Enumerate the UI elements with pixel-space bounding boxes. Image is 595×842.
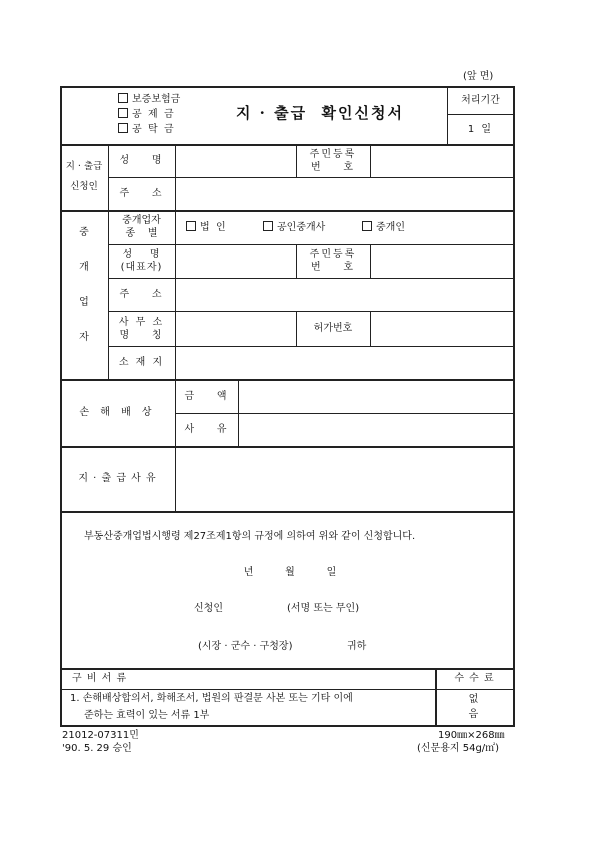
broker-office-name-label: 사 무 소 명 칭: [118, 316, 165, 341]
form-title: 지 · 출급 확인신청서: [235, 103, 405, 122]
fee-value-line1: 없: [468, 693, 481, 705]
broker-location-label: 소 재 지: [118, 357, 165, 368]
option-guarantee-insurance[interactable]: 보증보험금: [118, 93, 180, 106]
applicant-section-label: 지 · 출급 신청인: [65, 161, 103, 192]
required-documents-item-1: 1. 손해배상합의서, 화해조서, 법원의 판결문 사본 또는 기타 이에: [70, 693, 353, 704]
broker-type-corporation[interactable]: 법 인: [186, 221, 226, 234]
page-side-label: (앞 면): [463, 71, 494, 82]
broker-license-number-label: 허가번호: [313, 323, 353, 334]
broker-type-label: 중개업자 종 별: [122, 215, 161, 239]
broker-address-label: 주 소: [119, 289, 164, 300]
recipient-suffix: 귀하: [347, 641, 367, 652]
broker-office-name-field[interactable]: [176, 312, 295, 345]
fee-label: 수 수 료: [454, 673, 495, 684]
broker-type-broker[interactable]: 중개인: [362, 221, 405, 234]
fee-value-line2: 음: [468, 708, 481, 720]
broker-location-field[interactable]: [176, 347, 513, 378]
approval-date: '90. 5. 29 승인: [62, 743, 132, 754]
applicant-name-label: 성 명: [119, 155, 164, 166]
broker-name-label: 성 명 (대표자): [120, 249, 163, 273]
broker-license-number-field[interactable]: [371, 312, 513, 345]
withdraw-reason-label: 지 · 출 급 사 유: [78, 473, 157, 484]
processing-period-value: 1 일: [467, 123, 494, 135]
compensation-reason-label: 사 유: [184, 424, 229, 435]
broker-name-field[interactable]: [176, 245, 295, 277]
processing-period-label: 처리기간: [461, 94, 500, 106]
recipient-label: (시장 · 군수 · 구청장): [198, 641, 293, 652]
broker-resident-number-field[interactable]: [371, 245, 513, 277]
statement-text: 부동산중개업법시행령 제27조제1항의 규정에 의하여 위와 같이 신청합니다.: [84, 531, 416, 542]
applicant-address-label: 주 소: [119, 188, 164, 199]
date-line: 년 월 일: [243, 566, 337, 578]
broker-resident-number-label: 주민등록 번 호: [309, 249, 357, 273]
option-mutual-aid[interactable]: 공 제 금: [118, 108, 174, 121]
withdraw-reason-field[interactable]: [176, 447, 513, 510]
applicant-name-field[interactable]: [176, 145, 295, 176]
applicant-resident-number-field[interactable]: [371, 145, 513, 176]
checkbox-icon: [118, 93, 128, 103]
applicant-resident-number-label: 주민등록 번 호: [309, 148, 357, 173]
option-deposit[interactable]: 공 탁 금: [118, 123, 174, 136]
checkbox-icon: [118, 123, 128, 133]
broker-type-licensed-agent[interactable]: 공인중개사: [263, 221, 325, 234]
applicant-address-field[interactable]: [176, 178, 513, 209]
paper-size: 190㎜×268㎜: [438, 730, 505, 741]
required-documents-item-1-cont: 준하는 효력이 있는 서류 1부: [84, 710, 210, 721]
checkbox-icon: [362, 221, 372, 231]
compensation-reason-field[interactable]: [239, 414, 513, 445]
signer-label: 신청인: [194, 603, 223, 614]
paper-type: (신문용지 54g/㎡): [417, 743, 500, 754]
checkbox-icon: [263, 221, 273, 231]
broker-section-label: 중 개 업 자: [79, 227, 89, 343]
checkbox-icon: [186, 221, 196, 231]
checkbox-icon: [118, 108, 128, 118]
compensation-section-label: 손 해 배 상: [79, 407, 156, 418]
compensation-amount-field[interactable]: [239, 380, 513, 412]
signature-note[interactable]: (서명 또는 무인): [287, 603, 360, 614]
form-code: 21012-07311민: [62, 730, 139, 741]
compensation-amount-label: 금 액: [184, 390, 229, 402]
broker-address-field[interactable]: [176, 279, 513, 310]
required-documents-label: 구 비 서 류: [72, 673, 128, 684]
